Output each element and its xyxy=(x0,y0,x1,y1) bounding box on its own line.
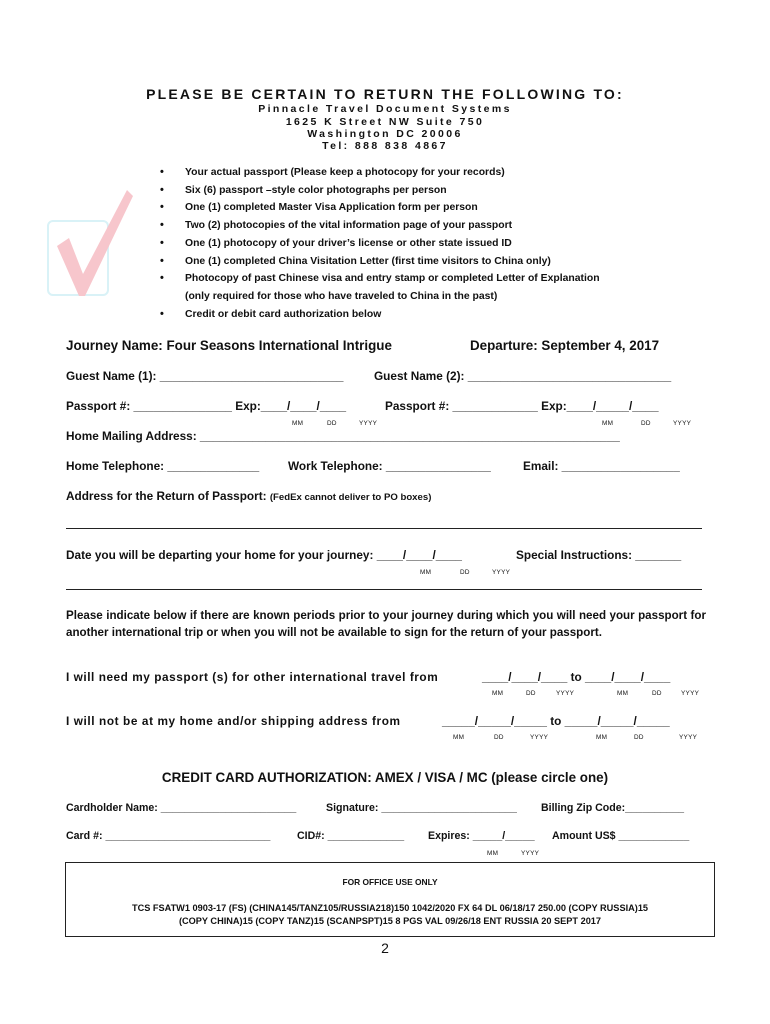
list-item: • One (1) completed China Visitation Letter (first time visitors to China only) xyxy=(160,253,625,271)
mm-label: MM xyxy=(596,734,608,741)
dd-label: DD xyxy=(327,420,337,427)
yyyy-label: YYYY xyxy=(556,690,575,697)
travel-period-dates-field[interactable]: ____/____/____ to ____/____/____ xyxy=(482,670,671,684)
periods-instructions: Please indicate below if there are known periods prior to your journey during which you will need your passport for another international trip or when you will not be available to sign for the return of your passport. xyxy=(66,609,706,639)
mm-label: MM xyxy=(453,734,465,741)
page-title: PLEASE BE CERTAIN TO RETURN THE FOLLOWING TO: xyxy=(146,86,624,102)
mm-label: MM xyxy=(292,420,304,427)
list-item: • Two (2) photocopies of the vital information page of your passport xyxy=(160,217,625,235)
home-mailing-address-field[interactable]: Home Mailing Address: ________________________________________________________________ xyxy=(66,429,620,443)
cardholder-name-field[interactable]: Cardholder Name: _______________________ xyxy=(66,802,297,814)
work-telephone-field[interactable]: Work Telephone: ________________ xyxy=(288,459,491,473)
away-period-dates-field[interactable]: _____/_____/_____ to _____/_____/_____ xyxy=(442,714,670,728)
dd-label: DD xyxy=(634,734,644,741)
office-use-box xyxy=(65,862,715,937)
signature-field[interactable]: Signature: _______________________ xyxy=(326,802,517,814)
checkmark-icon xyxy=(55,186,135,301)
list-item: • One (1) completed Master Visa Application form per person xyxy=(160,199,625,217)
yyyy-label: YYYY xyxy=(681,690,700,697)
card-number-field[interactable]: Card #: ____________________________ xyxy=(66,830,271,842)
office-use-codes xyxy=(66,902,714,927)
amount-field[interactable]: Amount US$ ____________ xyxy=(552,830,690,842)
office-code-line: TCS FSATW1 0903-17 (FS) (CHINA145/TANZ105/RUSSIA218)150 1042/2020 FX 64 DL 06/18/17 250.00 (COPY RUSSIA)15 xyxy=(131,903,649,913)
journey-name: Journey Name: Four Seasons International Intrigue xyxy=(66,338,392,353)
dd-label: DD xyxy=(460,569,470,576)
email-field[interactable]: Email: __________________ xyxy=(523,459,680,473)
yyyy-label: YYYY xyxy=(530,734,549,741)
return-address-note: (FedEx cannot deliver to PO boxes) xyxy=(269,492,432,503)
mm-label: MM xyxy=(420,569,432,576)
list-item: • Your actual passport (Please keep a photocopy for your records) xyxy=(160,164,625,182)
company-city: Washington DC 20006 xyxy=(307,128,463,140)
mm-label: MM xyxy=(617,690,629,697)
company-tel: Tel: 888 838 4867 xyxy=(322,140,448,152)
special-instructions-line[interactable] xyxy=(66,589,702,590)
dd-label: DD xyxy=(494,734,504,741)
mm-label: MM xyxy=(602,420,614,427)
yyyy-label: YYYY xyxy=(521,850,540,857)
return-address-line[interactable] xyxy=(66,528,702,529)
yyyy-label: YYYY xyxy=(492,569,511,576)
yyyy-label: YYYY xyxy=(673,420,692,427)
yyyy-label: YYYY xyxy=(679,734,698,741)
mm-label: MM xyxy=(487,850,499,857)
cid-field[interactable]: CID#: _____________ xyxy=(297,830,405,842)
return-address-label xyxy=(66,489,431,503)
dd-label: DD xyxy=(526,690,536,697)
return-address-label-text: Address for the Return of Passport: xyxy=(66,489,267,503)
expires-field[interactable]: Expires: _____/_____ xyxy=(428,830,535,842)
travel-period-label: I will need my passport (s) for other international travel from xyxy=(66,670,439,684)
guest-name-1-field[interactable]: Guest Name (1): ____________________________ xyxy=(66,369,344,383)
departing-date-field[interactable]: Date you will be departing your home for your journey: ____/____/____ xyxy=(66,548,462,562)
billing-zip-field[interactable]: Billing Zip Code:__________ xyxy=(541,802,685,814)
passport-1-field[interactable]: Passport #: _______________ Exp:____/____/____ xyxy=(66,399,347,413)
company-street: 1625 K Street NW Suite 750 xyxy=(285,116,485,128)
home-telephone-field[interactable]: Home Telephone: ______________ xyxy=(66,459,260,473)
dd-label: DD xyxy=(641,420,651,427)
away-period-label: I will not be at my home and/or shipping address from xyxy=(66,714,401,728)
passport-2-field[interactable]: Passport #: _____________ Exp:____/_____/____ xyxy=(385,399,659,413)
page-number: 2 xyxy=(381,940,389,956)
credit-card-title: CREDIT CARD AUTHORIZATION: AMEX / VISA / MC (please circle one) xyxy=(161,770,609,785)
departure-date: Departure: September 4, 2017 xyxy=(470,338,660,353)
yyyy-label: YYYY xyxy=(359,420,378,427)
guest-name-2-field[interactable]: Guest Name (2): _______________________________ xyxy=(374,369,672,383)
office-code-line: (COPY CHINA)15 (COPY TANZ)15 (SCANPSPT)15 8 PGS VAL 09/26/18 ENT RUSSIA 20 SEPT 2017 xyxy=(178,915,602,926)
required-documents-list xyxy=(160,164,625,323)
mm-label: MM xyxy=(492,690,504,697)
dd-label: DD xyxy=(652,690,662,697)
special-instructions-field[interactable]: Special Instructions: _______ xyxy=(516,548,682,562)
list-item: • Six (6) passport –style color photographs per person xyxy=(160,182,625,200)
list-item: • Credit or debit card authorization below xyxy=(160,306,625,324)
company-name: Pinnacle Travel Document Systems xyxy=(258,103,512,115)
list-item: • One (1) photocopy of your driver’s license or other state issued ID xyxy=(160,235,625,253)
office-use-label: FOR OFFICE USE ONLY xyxy=(342,877,438,887)
list-item: • Photocopy of past Chinese visa and entry stamp or completed Letter of Explanation (only required for those who have traveled to China in the past) xyxy=(160,270,625,305)
